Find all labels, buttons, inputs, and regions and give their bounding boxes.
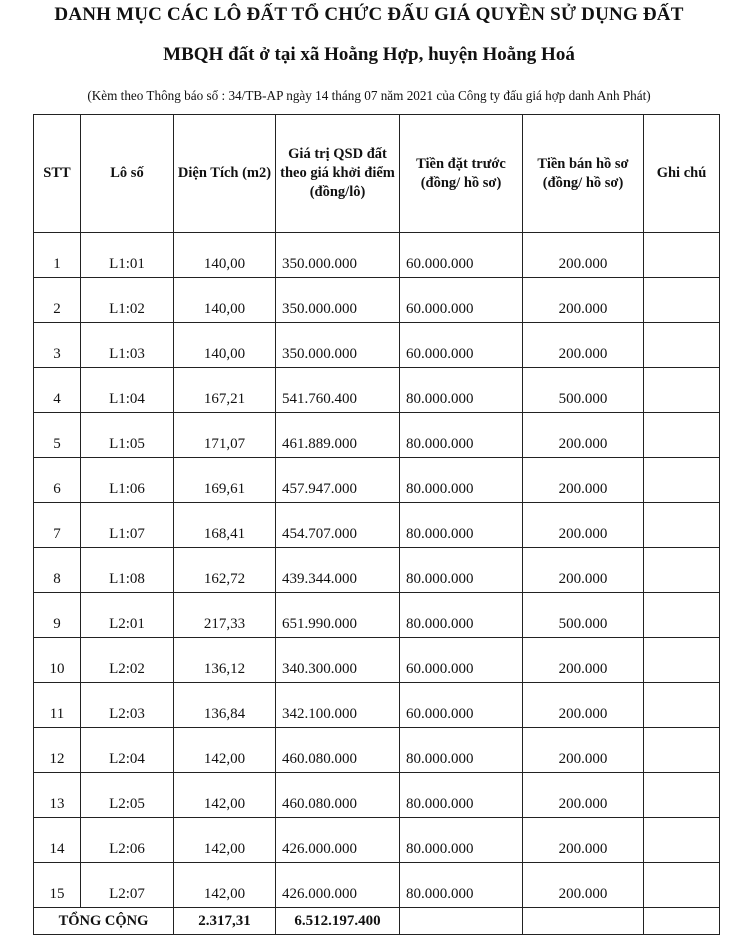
stt-cell: 14 bbox=[34, 818, 81, 863]
value-cell: 350.000.000 bbox=[276, 233, 400, 278]
fee-cell: 200.000 bbox=[523, 458, 644, 503]
total-area: 2.317,31 bbox=[174, 908, 276, 935]
area-cell: 217,33 bbox=[174, 593, 276, 638]
area-cell: 140,00 bbox=[174, 233, 276, 278]
table-row bbox=[34, 503, 720, 548]
deposit-cell: 60.000.000 bbox=[400, 233, 523, 278]
value-cell: 340.300.000 bbox=[276, 638, 400, 683]
deposit-cell: 80.000.000 bbox=[400, 548, 523, 593]
value-cell: 541.760.400 bbox=[276, 368, 400, 413]
area-cell: 136,84 bbox=[174, 683, 276, 728]
stt-cell: 1 bbox=[34, 233, 81, 278]
lot-cell: L1:08 bbox=[81, 548, 174, 593]
fee-cell: 200.000 bbox=[523, 683, 644, 728]
note-cell bbox=[644, 458, 720, 503]
deposit-cell: 60.000.000 bbox=[400, 278, 523, 323]
table-row bbox=[34, 233, 720, 278]
deposit-cell: 80.000.000 bbox=[400, 503, 523, 548]
total-label: TỔNG CỘNG bbox=[34, 908, 174, 935]
lot-cell: L2:04 bbox=[81, 728, 174, 773]
note-cell bbox=[644, 728, 720, 773]
fee-cell: 200.000 bbox=[523, 503, 644, 548]
stt-cell: 11 bbox=[34, 683, 81, 728]
stt-cell: 8 bbox=[34, 548, 81, 593]
deposit-cell: 80.000.000 bbox=[400, 458, 523, 503]
lot-cell: L1:04 bbox=[81, 368, 174, 413]
lot-cell: L1:02 bbox=[81, 278, 174, 323]
note-cell bbox=[644, 638, 720, 683]
document-subtitle-location: MBQH đất ở tại xã Hoằng Hợp, huyện Hoằng Hoá bbox=[163, 44, 575, 65]
fee-cell: 500.000 bbox=[523, 368, 644, 413]
area-cell: 142,00 bbox=[174, 863, 276, 908]
area-cell: 136,12 bbox=[174, 638, 276, 683]
column-header-stt: STT bbox=[34, 115, 81, 233]
area-cell: 167,21 bbox=[174, 368, 276, 413]
area-cell: 142,00 bbox=[174, 728, 276, 773]
column-header-note: Ghi chú bbox=[644, 115, 720, 233]
table-row bbox=[34, 458, 720, 503]
deposit-cell: 80.000.000 bbox=[400, 728, 523, 773]
stt-cell: 6 bbox=[34, 458, 81, 503]
note-cell bbox=[644, 818, 720, 863]
value-cell: 651.990.000 bbox=[276, 593, 400, 638]
deposit-cell: 80.000.000 bbox=[400, 413, 523, 458]
note-cell bbox=[644, 323, 720, 368]
fee-cell: 200.000 bbox=[523, 323, 644, 368]
fee-cell: 200.000 bbox=[523, 413, 644, 458]
column-header-deposit: Tiền đặt trước (đồng/ hồ sơ) bbox=[400, 115, 523, 233]
area-cell: 162,72 bbox=[174, 548, 276, 593]
area-cell: 169,61 bbox=[174, 458, 276, 503]
lot-cell: L2:07 bbox=[81, 863, 174, 908]
note-cell bbox=[644, 233, 720, 278]
deposit-cell: 80.000.000 bbox=[400, 818, 523, 863]
lot-cell: L1:01 bbox=[81, 233, 174, 278]
fee-cell: 200.000 bbox=[523, 278, 644, 323]
value-cell: 426.000.000 bbox=[276, 818, 400, 863]
lot-cell: L2:02 bbox=[81, 638, 174, 683]
fee-cell: 200.000 bbox=[523, 548, 644, 593]
value-cell: 454.707.000 bbox=[276, 503, 400, 548]
note-cell bbox=[644, 503, 720, 548]
value-cell: 439.344.000 bbox=[276, 548, 400, 593]
table-row bbox=[34, 413, 720, 458]
lot-cell: L2:05 bbox=[81, 773, 174, 818]
deposit-cell: 80.000.000 bbox=[400, 863, 523, 908]
note-cell bbox=[644, 773, 720, 818]
value-cell: 350.000.000 bbox=[276, 278, 400, 323]
column-header-value: Giá trị QSD đất theo giá khởi điểm (đồng/lô) bbox=[276, 115, 400, 233]
column-header-fee: Tiền bán hồ sơ (đồng/ hồ sơ) bbox=[523, 115, 644, 233]
lot-cell: L1:07 bbox=[81, 503, 174, 548]
value-cell: 350.000.000 bbox=[276, 323, 400, 368]
table-row bbox=[34, 368, 720, 413]
stt-cell: 3 bbox=[34, 323, 81, 368]
stt-cell: 9 bbox=[34, 593, 81, 638]
column-header-lot: Lô số bbox=[81, 115, 174, 233]
fee-cell: 200.000 bbox=[523, 233, 644, 278]
stt-cell: 12 bbox=[34, 728, 81, 773]
note-cell bbox=[644, 413, 720, 458]
stt-cell: 4 bbox=[34, 368, 81, 413]
area-cell: 140,00 bbox=[174, 323, 276, 368]
table-row bbox=[34, 323, 720, 368]
value-cell: 460.080.000 bbox=[276, 728, 400, 773]
fee-cell: 200.000 bbox=[523, 638, 644, 683]
note-cell bbox=[644, 683, 720, 728]
total-value: 6.512.197.400 bbox=[276, 908, 400, 935]
area-cell: 142,00 bbox=[174, 818, 276, 863]
fee-cell: 200.000 bbox=[523, 728, 644, 773]
stt-cell: 2 bbox=[34, 278, 81, 323]
lot-cell: L2:03 bbox=[81, 683, 174, 728]
table-row bbox=[34, 773, 720, 818]
stt-cell: 13 bbox=[34, 773, 81, 818]
note-cell bbox=[644, 368, 720, 413]
deposit-cell: 80.000.000 bbox=[400, 368, 523, 413]
fee-cell: 200.000 bbox=[523, 818, 644, 863]
area-cell: 142,00 bbox=[174, 773, 276, 818]
value-cell: 457.947.000 bbox=[276, 458, 400, 503]
table-header-row bbox=[34, 115, 720, 233]
value-cell: 460.080.000 bbox=[276, 773, 400, 818]
total-row bbox=[34, 908, 720, 935]
lot-cell: L2:06 bbox=[81, 818, 174, 863]
value-cell: 342.100.000 bbox=[276, 683, 400, 728]
note-cell bbox=[644, 593, 720, 638]
table-row bbox=[34, 278, 720, 323]
stt-cell: 15 bbox=[34, 863, 81, 908]
column-header-area: Diện Tích (m2) bbox=[174, 115, 276, 233]
note-cell bbox=[644, 278, 720, 323]
table-row bbox=[34, 818, 720, 863]
fee-cell: 200.000 bbox=[523, 773, 644, 818]
value-cell: 461.889.000 bbox=[276, 413, 400, 458]
lot-cell: L1:06 bbox=[81, 458, 174, 503]
lot-cell: L1:05 bbox=[81, 413, 174, 458]
lot-cell: L2:01 bbox=[81, 593, 174, 638]
stt-cell: 5 bbox=[34, 413, 81, 458]
table-row bbox=[34, 728, 720, 773]
total-note bbox=[644, 908, 720, 935]
land-lot-table bbox=[33, 114, 720, 935]
total-fee bbox=[523, 908, 644, 935]
document-title: DANH MỤC CÁC LÔ ĐẤT TỔ CHỨC ĐẤU GIÁ QUYỀN SỬ DỤNG ĐẤT bbox=[54, 4, 684, 25]
deposit-cell: 60.000.000 bbox=[400, 638, 523, 683]
table-body bbox=[34, 233, 720, 908]
note-cell bbox=[644, 548, 720, 593]
table-row bbox=[34, 593, 720, 638]
note-cell bbox=[644, 863, 720, 908]
stt-cell: 7 bbox=[34, 503, 81, 548]
table-row bbox=[34, 548, 720, 593]
area-cell: 168,41 bbox=[174, 503, 276, 548]
document-reference-note: (Kèm theo Thông báo số : 34/TB-AP ngày 14 tháng 07 năm 2021 của Công ty đấu giá hợp danh Anh Phát) bbox=[87, 88, 651, 103]
area-cell: 140,00 bbox=[174, 278, 276, 323]
table-row bbox=[34, 683, 720, 728]
area-cell: 171,07 bbox=[174, 413, 276, 458]
deposit-cell: 80.000.000 bbox=[400, 593, 523, 638]
total-deposit bbox=[400, 908, 523, 935]
table-row bbox=[34, 638, 720, 683]
deposit-cell: 60.000.000 bbox=[400, 683, 523, 728]
fee-cell: 500.000 bbox=[523, 593, 644, 638]
deposit-cell: 80.000.000 bbox=[400, 773, 523, 818]
table-row bbox=[34, 863, 720, 908]
fee-cell: 200.000 bbox=[523, 863, 644, 908]
deposit-cell: 60.000.000 bbox=[400, 323, 523, 368]
value-cell: 426.000.000 bbox=[276, 863, 400, 908]
lot-cell: L1:03 bbox=[81, 323, 174, 368]
stt-cell: 10 bbox=[34, 638, 81, 683]
